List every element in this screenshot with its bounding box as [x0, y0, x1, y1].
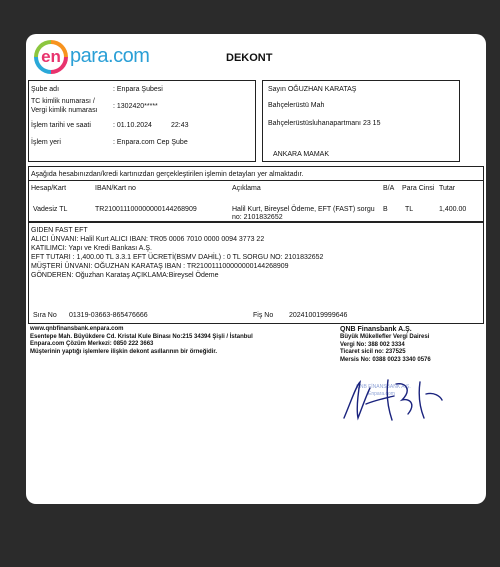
- footer-address: Esentepe Mah. Büyükdere Cd. Kristal Kule Binası No:215 34394 Şişli / İstanbul: [30, 333, 253, 340]
- cell-currency: TL: [405, 206, 414, 213]
- detail-line-2: ALICI ÜNVANI: Halil Kurt ALICI IBAN: TR05 0006 7010 0000 0094 3773 22: [31, 236, 265, 243]
- col-header-iban: IBAN/Kart no: [95, 185, 136, 192]
- footer-tax-office: Büyük Mükellefler Vergi Dairesi: [340, 334, 430, 340]
- col-header-amount: Tutar: [439, 185, 456, 192]
- cell-iban: TR210011100000000144268909: [95, 206, 197, 213]
- branch-value: : Enpara Şubesi: [113, 86, 163, 93]
- col-header-account: Hesap/Kart: [31, 185, 67, 192]
- footer-tax-no: Vergi No: 388 002 3334: [340, 341, 405, 348]
- address-line-1: Bahçelerüstü Mah: [268, 102, 325, 109]
- branch-label: Şube adı: [31, 86, 60, 93]
- address-line-2: Bahçelerüstüsluhanapartmanı 23 15: [268, 120, 381, 127]
- footer: [26, 324, 486, 374]
- tc-value: : 1302420*****: [113, 103, 158, 110]
- tc-label-1: TC kimlik numarası /: [31, 98, 95, 105]
- document-title: DEKONT: [226, 52, 273, 64]
- footer-mersis: Mersis No: 0388 0023 3340 0576: [340, 356, 431, 363]
- seq-value: 01319-03663-865476666: [69, 312, 148, 319]
- tc-label-2: Vergi kimlik numarası: [31, 107, 98, 114]
- col-header-currency: Para Cinsi: [402, 185, 435, 192]
- detail-line-1: GIDEN FAST EFT: [31, 227, 88, 234]
- date-value: : 01.10.2024: [113, 122, 152, 129]
- cell-description-cont: no: 2101832652: [232, 214, 283, 221]
- stamp-line-1: QNB FİNANSBANK A.Ş.: [356, 384, 411, 390]
- col-header-description: Açıklama: [232, 185, 261, 192]
- footer-trade-reg: Ticaret sicil no: 237525: [340, 349, 406, 355]
- detail-line-6: GÖNDEREN: Oğuzhan Karataş AÇIKLAMA:Bireysel Ödeme: [31, 272, 219, 279]
- receipt-document: [26, 34, 486, 504]
- date-label: İşlem tarihi ve saati: [31, 122, 91, 129]
- slip-label: Fiş No: [253, 312, 274, 319]
- transaction-box: [28, 166, 484, 222]
- stamp-signature: [336, 374, 446, 426]
- detail-line-4: EFT TUTARI : 1,400.00 TL 3.3.1 EFT ÜCRETİ(BSMV DAHİL) : 0 TL SORGU NO: 2101832652: [31, 254, 324, 261]
- address-box: [262, 80, 460, 162]
- place-label: İşlem yeri: [31, 139, 61, 146]
- details-box: [28, 222, 484, 324]
- customer-name: Sayın OĞUZHAN KARATAŞ: [268, 86, 357, 93]
- cell-amount: 1,400.00: [439, 206, 467, 213]
- divider: [29, 180, 483, 181]
- account-info-box: [28, 80, 256, 162]
- logo-en-text: en: [38, 44, 64, 70]
- logo-circle-icon: [34, 40, 68, 74]
- detail-line-3: KATILIMCI: Yapı ve Kredi Bankası A.Ş.: [31, 245, 152, 252]
- time-value: 22:43: [171, 122, 189, 129]
- cell-account: Vadesiz TL: [33, 206, 68, 213]
- footer-bank-name: QNB Finansbank A.Ş.: [340, 326, 412, 333]
- enpara-logo: [34, 40, 166, 74]
- col-header-ba: B/A: [383, 185, 395, 192]
- logo-wordmark: para.com: [70, 45, 150, 67]
- transaction-intro: Aşağıda hesabınızdan/kredi kartınızdan gerçekleştirilen işlemin detayları yer almaktadır.: [31, 171, 304, 178]
- cell-ba: B: [383, 206, 388, 213]
- address-city: ANKARA MAMAK: [273, 151, 330, 158]
- slip-value: 202410019999646: [289, 312, 348, 319]
- stamp-line-2: Enpara.com: [368, 391, 395, 397]
- seq-label: Sıra No: [33, 312, 57, 319]
- footer-note: Müşterinin yaptığı işlemlere ilişkin dekont asıllarının bir örneğidir.: [30, 348, 218, 355]
- cell-description: Halil Kurt, Bireysel Ödeme, EFT (FAST) sorgu: [232, 206, 375, 213]
- receipt-header: [26, 34, 486, 82]
- footer-phone: Enpara.com Çözüm Merkezi: 0850 222 3663: [30, 341, 154, 347]
- detail-line-5: MÜŞTERİ ÜNVANI: OĞUZHAN KARATAŞ IBAN : TR210011100000000144268909: [31, 263, 289, 270]
- place-value: : Enpara.com Cep Şube: [113, 139, 188, 146]
- footer-website: www.qnbfinansbank.enpara.com: [30, 326, 124, 332]
